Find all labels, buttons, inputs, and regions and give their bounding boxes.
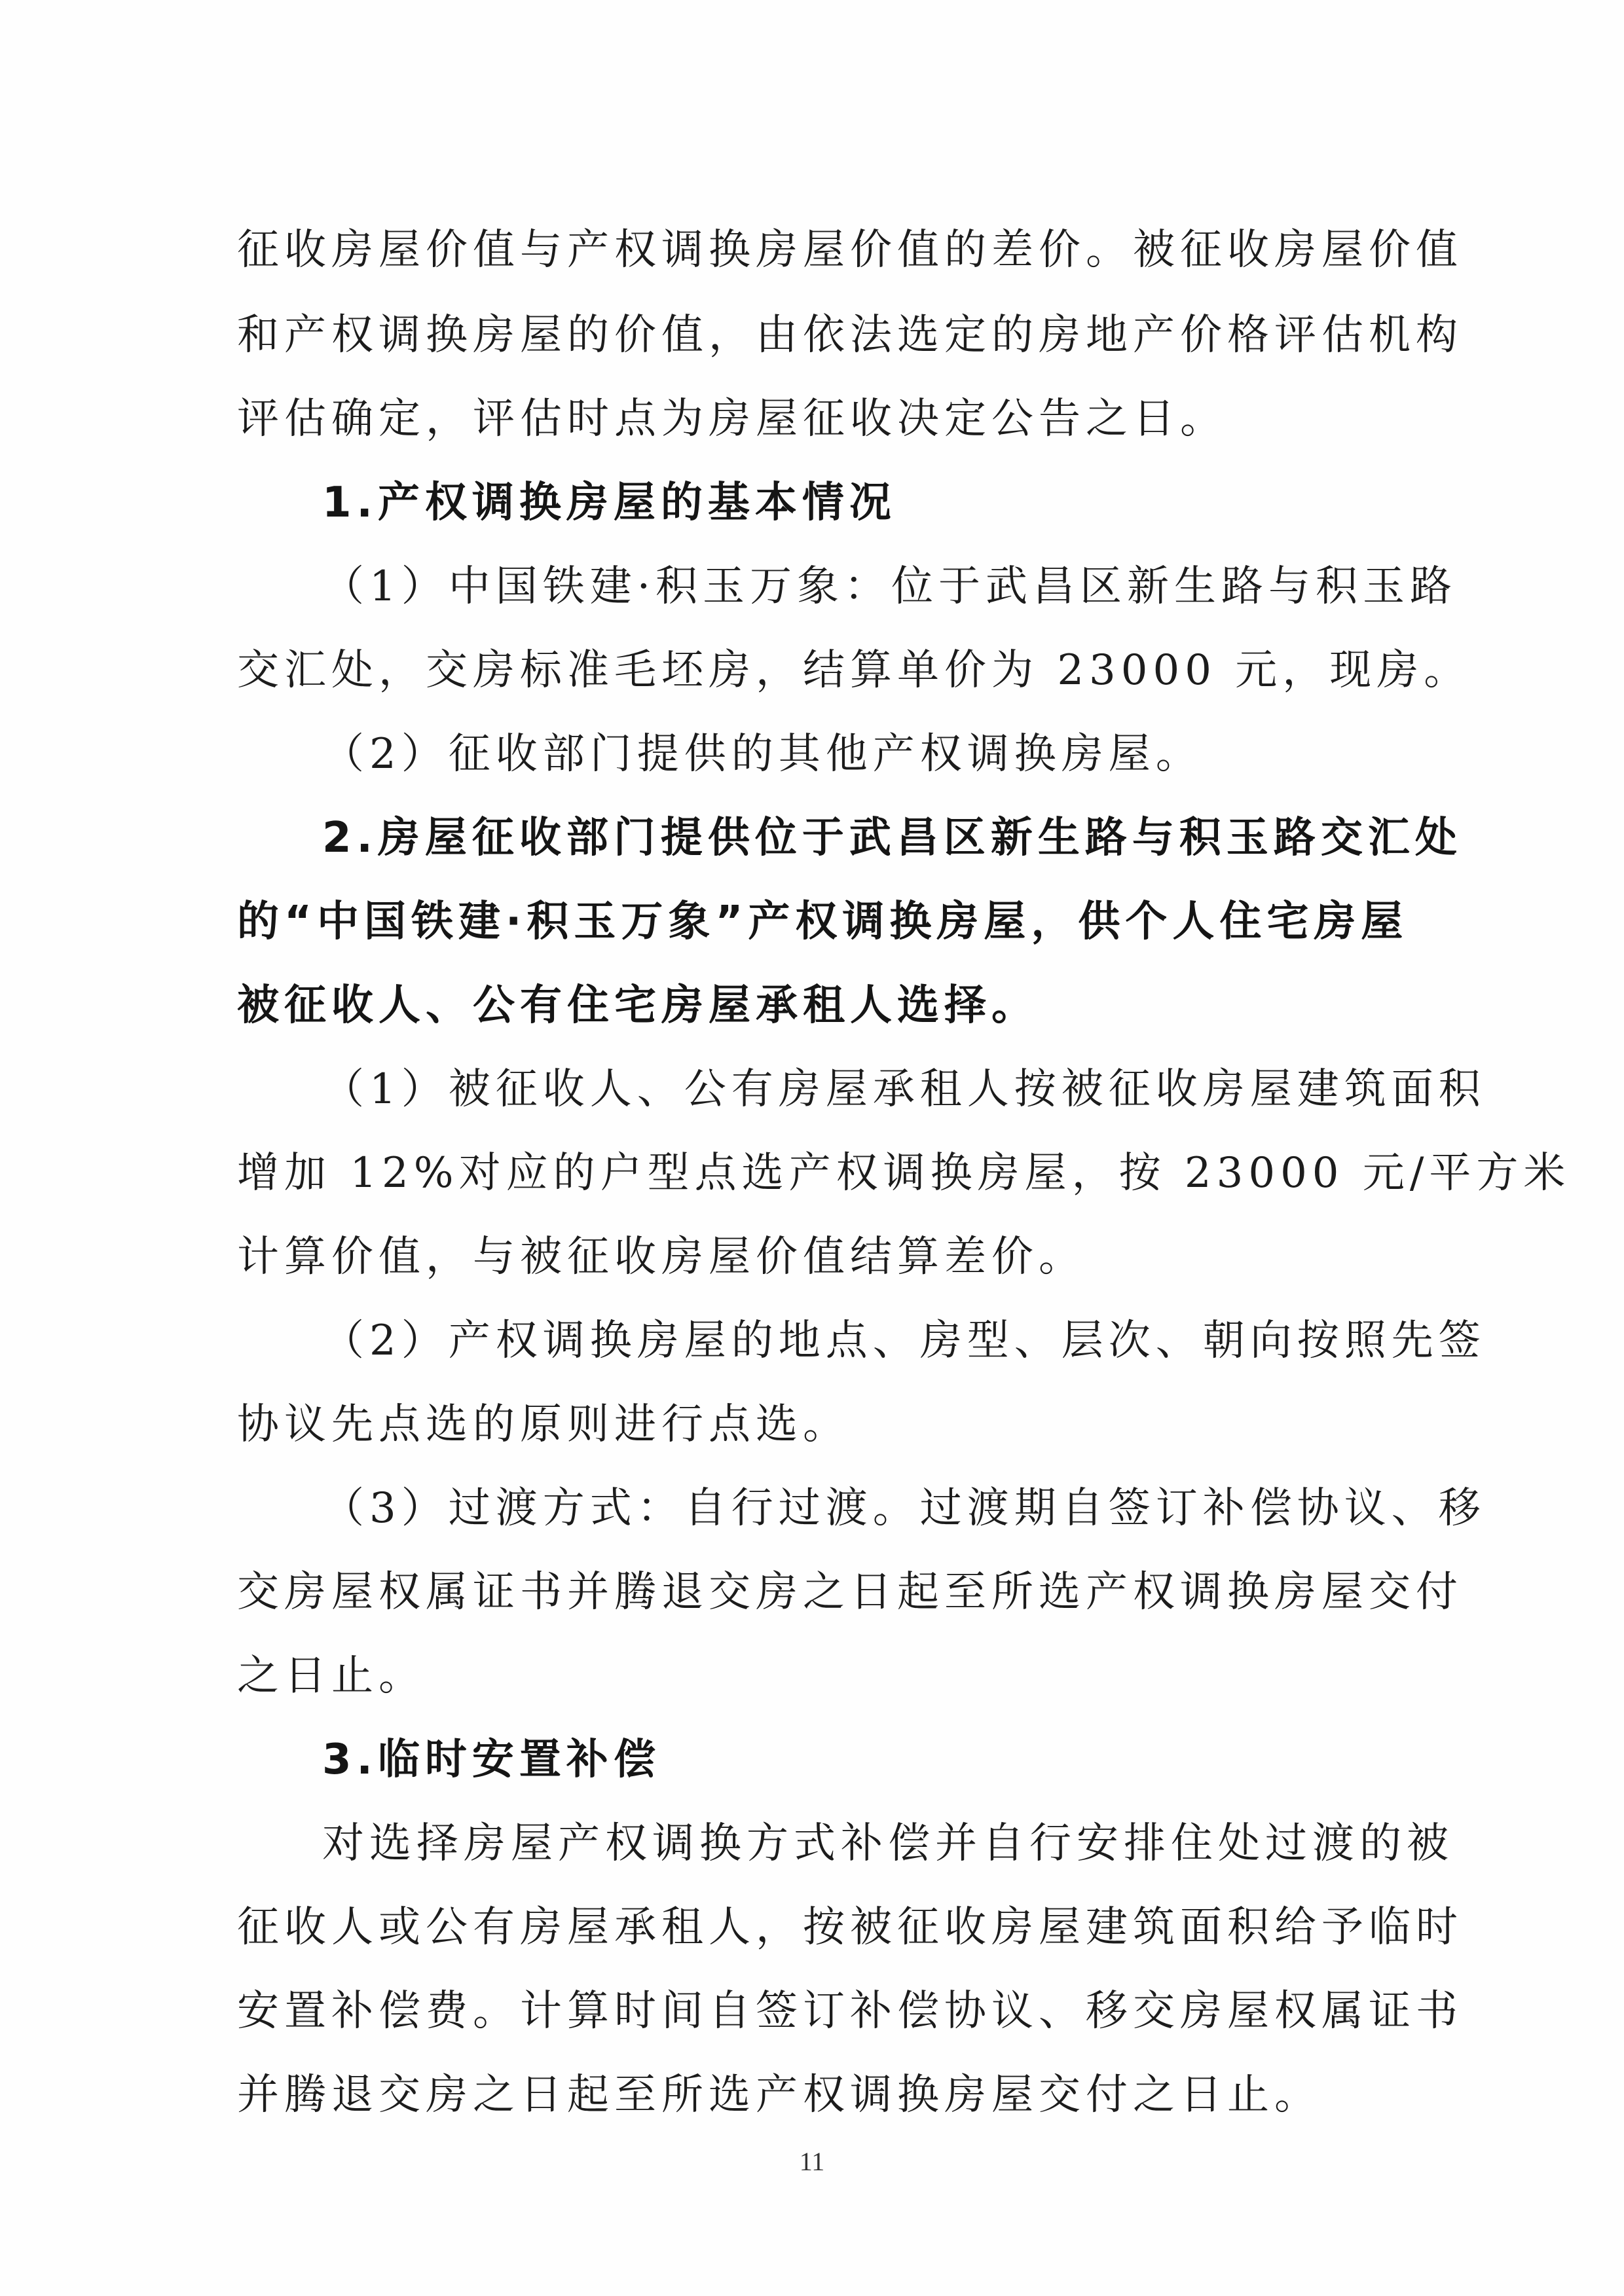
body-text-line: 交汇处，交房标准毛坯房，结算单价为 23000 元，现房。 (237, 646, 1471, 695)
body-text-line: 评估确定，评估时点为房屋征收决定公告之日。 (237, 395, 1227, 443)
body-text-line: 增加 12%对应的户型点选产权调换房屋，按 23000 元/平方米 (237, 1149, 1571, 1197)
section-heading: 的“中国铁建·积玉万象”产权调换房屋，供个人住宅房屋 (237, 898, 1409, 946)
body-text-line: 之日止。 (237, 1652, 426, 1700)
section-heading: 1.产权调换房屋的基本情况 (322, 479, 896, 527)
body-text-line: （2）征收部门提供的其他产权调换房屋。 (322, 730, 1203, 778)
body-text-line: 安置补偿费。计算时间自签订补偿协议、移交房屋权属证书 (237, 1987, 1463, 2035)
body-text-line: （2）产权调换房屋的地点、房型、层次、朝向按照先签 (322, 1317, 1486, 1365)
body-text-line: （3）过渡方式：自行过渡。过渡期自签订补偿协议、移 (322, 1484, 1486, 1533)
body-text-line: 征收房屋价值与产权调换房屋价值的差价。被征收房屋价值 (237, 226, 1463, 274)
body-text-line: 征收人或公有房屋承租人，按被征收房屋建筑面积给予临时 (237, 1903, 1463, 1952)
page-number: 11 (799, 2147, 825, 2176)
section-heading: 被征收人、公有住宅房屋承租人选择。 (237, 981, 1039, 1030)
section-heading: 2.房屋征收部门提供位于武昌区新生路与积玉路交汇处 (322, 814, 1462, 862)
body-text-line: 对选择房屋产权调换方式补偿并自行安排住处过渡的被 (322, 1819, 1454, 1868)
body-text-line: （1）被征收人、公有房屋承租人按被征收房屋建筑面积 (322, 1065, 1486, 1114)
body-text-line: 协议先点选的原则进行点选。 (237, 1400, 850, 1449)
body-text-line: （1）中国铁建·积玉万象：位于武昌区新生路与积玉路 (322, 562, 1458, 611)
body-text-line: 和产权调换房屋的价值，由依法选定的房地产价格评估机构 (237, 311, 1463, 359)
body-text-line: 交房屋权属证书并腾退交房之日起至所选产权调换房屋交付 (237, 1568, 1463, 1616)
body-text-line: 并腾退交房之日起至所选产权调换房屋交付之日止。 (237, 2071, 1321, 2119)
section-heading: 3.临时安置补偿 (322, 1736, 661, 1784)
body-text-line: 计算价值，与被征收房屋价值结算差价。 (237, 1233, 1086, 1281)
